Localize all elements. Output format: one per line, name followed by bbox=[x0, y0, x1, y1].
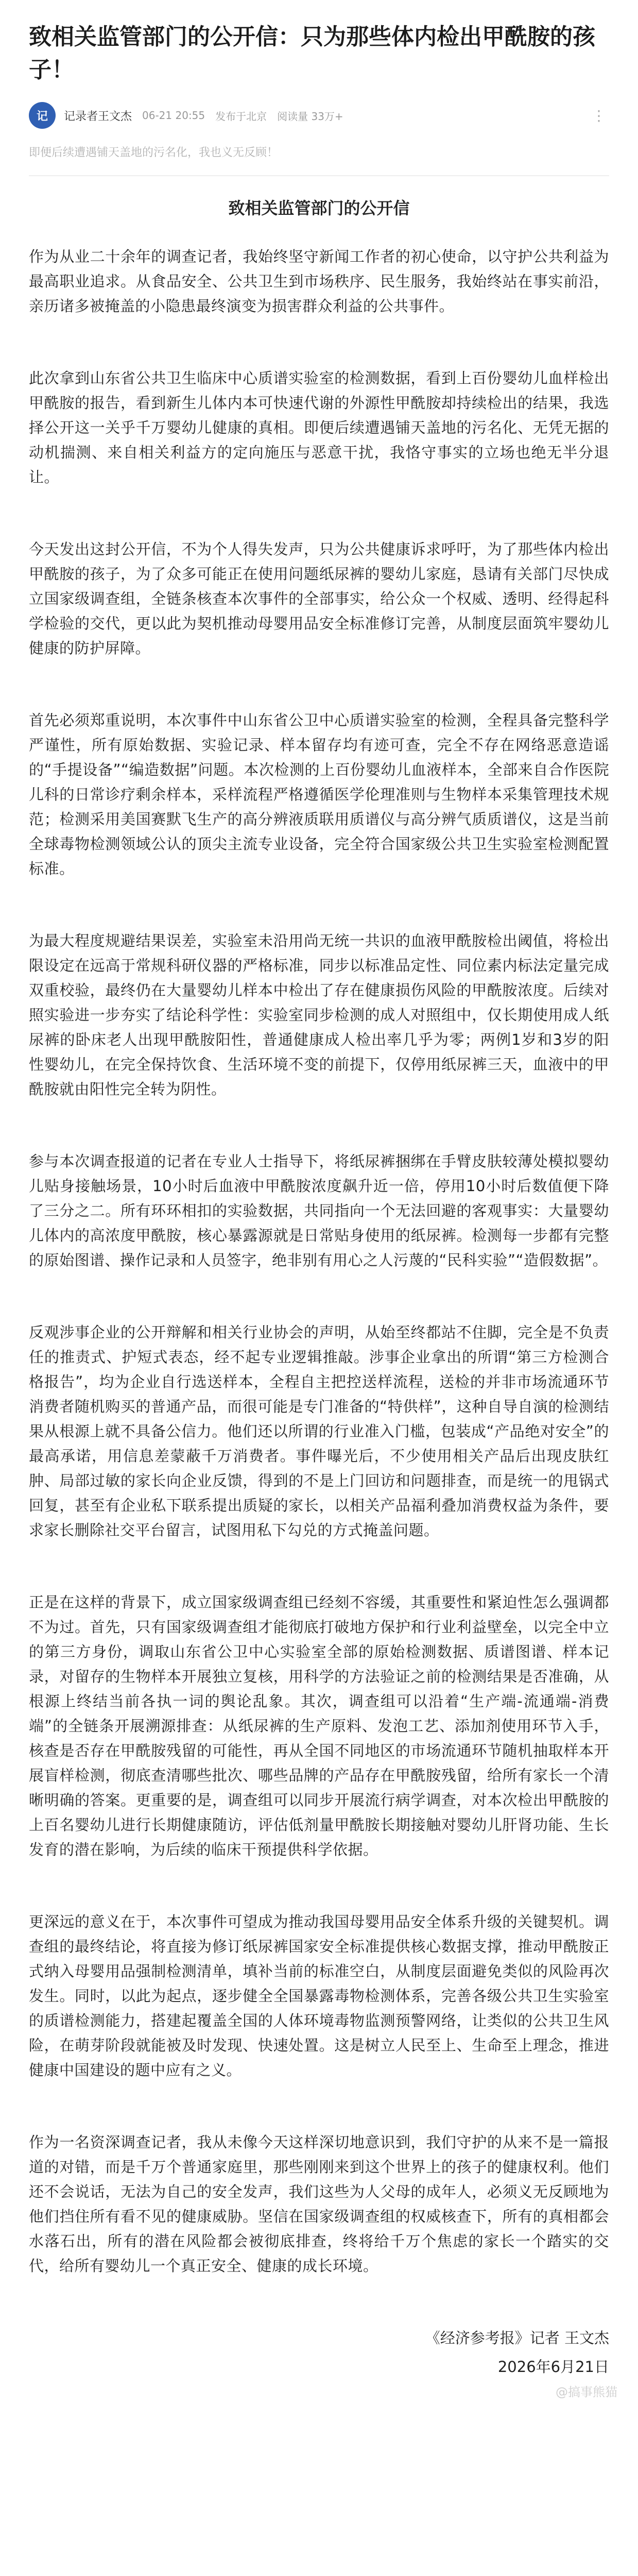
paragraph: 今天发出这封公开信，不为个人得失发声，只为公共健康诉求呼吁，为了那些体内检出甲酰胺的孩子，为了众多可能正在使用问题纸尿裤的婴幼儿家庭，恳请有关部门尽快成立国家级调查组，全链条核查本次事件的全部事实，给公众一个权威、透明、经得起科学检验的交代，更以此为契机推动母婴用品安全标准修订完善，从制度层面筑牢婴幼儿健康的防护屏障。 bbox=[29, 540, 609, 657]
view-count: 阅读量 33万+ bbox=[277, 110, 343, 123]
author-name[interactable]: 记录者王文杰 bbox=[64, 110, 132, 123]
paragraph: 此次拿到山东省公共卫生临床中心质谱实验室的检测数据，看到上百份婴幼儿血样检出甲酰胺的报告，看到新生儿体内本可快速代谢的外源性甲酰胺却持续检出的结果，我选择公开这一关乎千万婴幼儿健康的真相。即便后续遭遇铺天盖地的污名化、无凭无据的动机揣测、来自相关利益方的定向施压与恶意干扰，我恪守事实的立场也绝无半分退让。 bbox=[29, 369, 609, 486]
divider bbox=[29, 175, 609, 176]
publish-time: 06-21 20:55 bbox=[142, 109, 205, 122]
paragraph: 首先必须郑重说明，本次事件中山东省公卫中心质谱实验室的检测，全程具备完整科学严谨性，所有原始数据、实验记录、样本留存均有迹可查，完全不存在网络恶意造谣的“手提设备”“编造数据”问题。本次检测的上百份婴幼儿血液样本，全部来自合作医院儿科的日常诊疗剩余样本，采样流程严格遵循医学伦理准则与生物样本采集管理技术规范；检测采用美国赛默飞生产的高分辨液质联用质谱仪与高分辨气质质谱仪，这是当前全球毒物检测领域公认的顶尖主流专业设备，完全符合国家级公共卫生实验室检测配置标准。 bbox=[29, 711, 609, 877]
publish-location: 发布于北京 bbox=[215, 110, 267, 123]
body-title: 致相关监管部门的公开信 bbox=[228, 198, 410, 218]
more-icon[interactable]: ⋮ bbox=[592, 107, 606, 124]
signature-date: 2026年6月21日 bbox=[497, 2358, 609, 2376]
paragraph: 参与本次调查报道的记者在专业人士指导下，将纸尿裤捆绑在手臂皮肤较薄处模拟婴幼儿贴身接触场景，10小时后血液中甲酰胺浓度飙升近一倍，停用10小时后数值便下降了三分之二。所有环环相扣的实验数据，共同指向一个无法回避的客观事实：大量婴幼儿体内的高浓度甲酰胺，核心暴露源就是日常贴身使用的纸尿裤。检测每一步都有完整的原始图谱、操作记录和人员签字，绝非别有用心之人污蔑的“民科实验”“造假数据”。 bbox=[29, 1153, 609, 1269]
avatar[interactable]: 记 bbox=[29, 102, 56, 129]
paragraph: 作为一名资深调查记者，我从未像今天这样深切地意识到，我们守护的从来不是一篇报道的对错，而是千万个普通家庭里，那些刚刚来到这个世界上的孩子的健康权利。他们还不会说话，无法为自己的安全发声，我们这些为人父母的成年人，必须义无反顾地为他们挡住所有看不见的健康威胁。坚信在国家级调查组的权威核查下，所有的真相都会水落石出，所有的潜在风险都会被彻底排查，终将给千万个焦虑的家长一个踏实的交代，给所有婴幼儿一个真正安全、健康的成长环境。 bbox=[29, 2133, 609, 2275]
paragraph: 更深远的意义在于，本次事件可望成为推动我国母婴用品安全体系升级的关键契机。调查组的最终结论，将直接为修订纸尿裤国家安全标准提供核心数据支撑，推动甲酰胺正式纳入母婴用品强制检测清单，填补当前的标准空白，从制度层面避免类似的风险再次发生。同时，以此为起点，逐步健全全国暴露毒物检测体系，完善各级公共卫生实验室的质谱检测能力，搭建起覆盖全国的人体环境毒物监测预警网络，让类似的公共卫生风险，在萌芽阶段就能被及时发现、快速处置。这是树立人民至上、生命至上理念，推进健康中国建设的题中应有之义。 bbox=[29, 1913, 609, 2079]
paragraph: 正是在这样的背景下，成立国家级调查组已经刻不容缓，其重要性和紧迫性怎么强调都不为过。首先，只有国家级调查组才能彻底打破地方保护和行业利益壁垒，以完全中立的第三方身份，调取山东省公卫中心实验室全部的原始检测数据、质谱图谱、样本记录，对留存的生物样本开展独立复核，用科学的方法验证之前的检测结果是否准确，从根源上终结当前各执一词的舆论乱象。其次，调查组可以沿着“生产端-流通端-消费端”的全链条开展溯源排查：从纸尿裤的生产原料、发泡工艺、添加剂使用环节入手，核查是否存在甲酰胺残留的可能性，再从全国不同地区的市场流通环节随机抽取样本开展盲样检测，彻底查清哪些批次、哪些品牌的产品存在甲酰胺残留，给所有家长一个清晰明确的答案。更重要的是，调查组可以同步开展流行病学调查，对本次检出甲酰胺的上百名婴幼儿进行长期健康随访，评估低剂量甲酰胺长期接触对婴幼儿肝肾功能、生长发育的潜在影响，为后续的临床干预提供科学依据。 bbox=[29, 1594, 609, 1858]
paragraph: 作为从业二十余年的调查记者，我始终坚守新闻工作者的初心使命，以守护公共利益为最高职业追求。从食品安全、公共卫生到市场秩序、民生服务，我始终站在事实前沿，亲历诸多被掩盖的小隐患最终演变为损害群众利益的公共事件。 bbox=[29, 248, 609, 315]
article-meta bbox=[29, 100, 609, 131]
paragraph: 反观涉事企业的公开辩解和相关行业协会的声明，从始至终都站不住脚，完全是不负责任的推责式、护短式表态，经不起专业逻辑推敲。涉事企业拿出的所谓“第三方检测合格报告”，均为企业自行选送样本，全程自主把控送样流程，送检的并非市场流通环节消费者随机购买的普通产品，而很可能是专门准备的“特供样”，这种自导自演的检测结果从根源上就不具备公信力。他们还以所谓的行业准入门槛，包装成“产品绝对安全”的最高承诺，用信息差蒙蔽千万消费者。事件曝光后，不少使用相关产品后出现皮肤红肿、局部过敏的家长向企业反馈，得到的不是上门回访和问题排查，而是统一的甩锅式回复，甚至有企业私下联系提出质疑的家长，以相关产品福利叠加消费权益为条件，要求家长删除社交平台留言，试图用私下勾兑的方式掩盖问题。 bbox=[29, 1324, 609, 1539]
watermark: @搞事熊猫 bbox=[556, 2385, 617, 2399]
article-title: 致相关监管部门的公开信：只为那些体内检出甲酰胺的孩子！ bbox=[29, 24, 595, 83]
paragraph: 为最大程度规避结果误差，实验室未沿用尚无统一共识的血液甲酰胺检出阈值，将检出限设定在远高于常规科研仪器的严格标准，同步以标准品定性、同位素内标法定量完成双重校验，最终仍在大量婴幼儿样本中检出了存在健康损伤风险的甲酰胺浓度。后续对照实验进一步夯实了结论科学性：实验室同步检测的成人对照组中，仅长期使用成人纸尿裤的卧床老人出现甲酰胺阳性，普通健康成人检出率几乎为零；两例1岁和3岁的阳性婴幼儿，在完全保持饮食、生活环境不变的前提下，仅停用纸尿裤三天，血液中的甲酰胺就由阳性完全转为阴性。 bbox=[29, 932, 609, 1098]
article-lead: 即便后续遭遇铺天盖地的污名化，我也义无反顾！ bbox=[29, 146, 279, 159]
signature: 《经济参考报》记者 王文杰 bbox=[425, 2329, 609, 2347]
